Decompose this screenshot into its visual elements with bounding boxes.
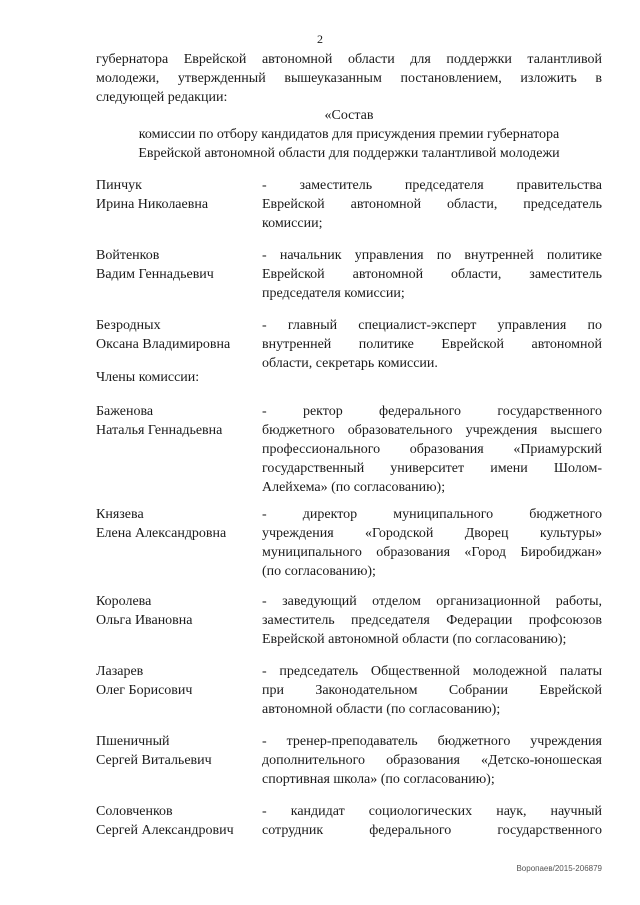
heading-line: комиссии по отбору кандидатов для присуждения премии губернатора <box>138 127 560 142</box>
role-line: (по согласованию); <box>262 564 376 579</box>
role-line: заместитель председателя Федерации профсоюзов <box>262 613 602 628</box>
heading-line: Еврейской автономной области для поддержки талантливой молодежи <box>138 146 560 161</box>
member-role <box>262 402 602 497</box>
member-surname: Войтенков <box>96 248 160 263</box>
member-name <box>96 505 261 543</box>
role-line: спортивная школа» (по согласованию); <box>262 772 495 787</box>
member-name <box>96 592 261 630</box>
role-line: государственный университет имени Шолом- <box>262 461 602 476</box>
role-line: - заведующий отделом организационной работы, <box>262 594 602 609</box>
role-line: - ректор федерального государственного <box>262 404 602 419</box>
member-given-name: Оксана Владимировна <box>96 337 231 352</box>
role-line: при Законодательном Собрании Еврейской <box>262 683 602 698</box>
member-surname: Королева <box>96 594 152 609</box>
member-role <box>262 662 602 719</box>
member-surname: Безродных <box>96 318 161 333</box>
member-given-name: Наталья Геннадьевна <box>96 423 223 438</box>
member-surname: Соловченков <box>96 804 173 819</box>
member-given-name: Сергей Витальевич <box>96 753 212 768</box>
page-number: 2 <box>317 32 323 46</box>
role-line: - директор муниципального бюджетного <box>262 507 602 522</box>
role-line: автономной области (по согласованию); <box>262 702 501 717</box>
intro-line: следующей редакции: <box>96 90 228 105</box>
member-name <box>96 176 261 214</box>
role-line: области, секретарь комиссии. <box>262 356 438 371</box>
member-role <box>262 176 602 233</box>
role-line: бюджетного образовательного учреждения высшего <box>262 423 602 438</box>
role-line: - председатель Общественной молодежной палаты <box>262 664 602 679</box>
document-footer-code: Воропаев/2015-206879 <box>516 864 602 873</box>
intro-line: губернатора Еврейской автономной области для поддержки талантливой <box>96 52 602 67</box>
role-line: дополнительного образования «Детско-юношеская <box>262 753 602 768</box>
role-line: - тренер-преподаватель бюджетного учреждения <box>262 734 602 749</box>
intro-line: молодежи, утвержденный вышеуказанным постановлением, изложить в <box>96 71 602 86</box>
member-surname: Баженова <box>96 404 154 419</box>
member-role <box>262 732 602 789</box>
member-name <box>96 402 261 440</box>
role-line: Еврейской автономной области, заместитель <box>262 267 602 282</box>
member-given-name: Ирина Николаевна <box>96 197 209 212</box>
commission-heading <box>96 106 602 163</box>
role-line: председателя комиссии; <box>262 286 405 301</box>
role-line: Еврейской автономной области (по согласованию); <box>262 632 567 647</box>
heading-line: «Состав <box>324 108 374 123</box>
member-role <box>262 592 602 649</box>
member-given-name: Олег Борисович <box>96 683 193 698</box>
role-line: - кандидат социологических наук, научный <box>262 804 602 819</box>
member-name <box>96 662 261 700</box>
member-surname: Лазарев <box>96 664 144 679</box>
role-line: профессионального образования «Приамурский <box>262 442 602 457</box>
role-line: - главный специалист-эксперт управления по <box>262 318 602 333</box>
member-given-name: Вадим Геннадьевич <box>96 267 214 282</box>
member-given-name: Сергей Александрович <box>96 823 234 838</box>
member-surname: Пинчук <box>96 178 142 193</box>
role-line: учреждения «Городской Дворец культуры» <box>262 526 602 541</box>
member-given-name: Ольга Ивановна <box>96 613 193 628</box>
member-name <box>96 802 261 840</box>
member-name <box>96 732 261 770</box>
members-label: Члены комиссии: <box>96 370 200 385</box>
member-role <box>262 246 602 303</box>
role-line: внутренней политике Еврейской автономной <box>262 337 602 352</box>
member-name <box>96 246 261 284</box>
intro-paragraph <box>96 50 602 107</box>
role-line: - начальник управления по внутренней политике <box>262 248 602 263</box>
member-given-name: Елена Александровна <box>96 526 227 541</box>
member-name <box>96 316 261 354</box>
member-role <box>262 505 602 581</box>
role-line: Еврейской автономной области, председатель <box>262 197 602 212</box>
role-line: муниципального образования «Город Биробиджан» <box>262 545 602 560</box>
member-role <box>262 802 602 840</box>
role-line: Алейхема» (по согласованию); <box>262 480 446 495</box>
role-line: комиссии; <box>262 216 323 231</box>
member-surname: Пшеничный <box>96 734 170 749</box>
member-surname: Князева <box>96 507 144 522</box>
member-role <box>262 316 602 373</box>
role-line: сотрудник федерального государственного <box>262 823 602 838</box>
role-line: - заместитель председателя правительства <box>262 178 602 193</box>
